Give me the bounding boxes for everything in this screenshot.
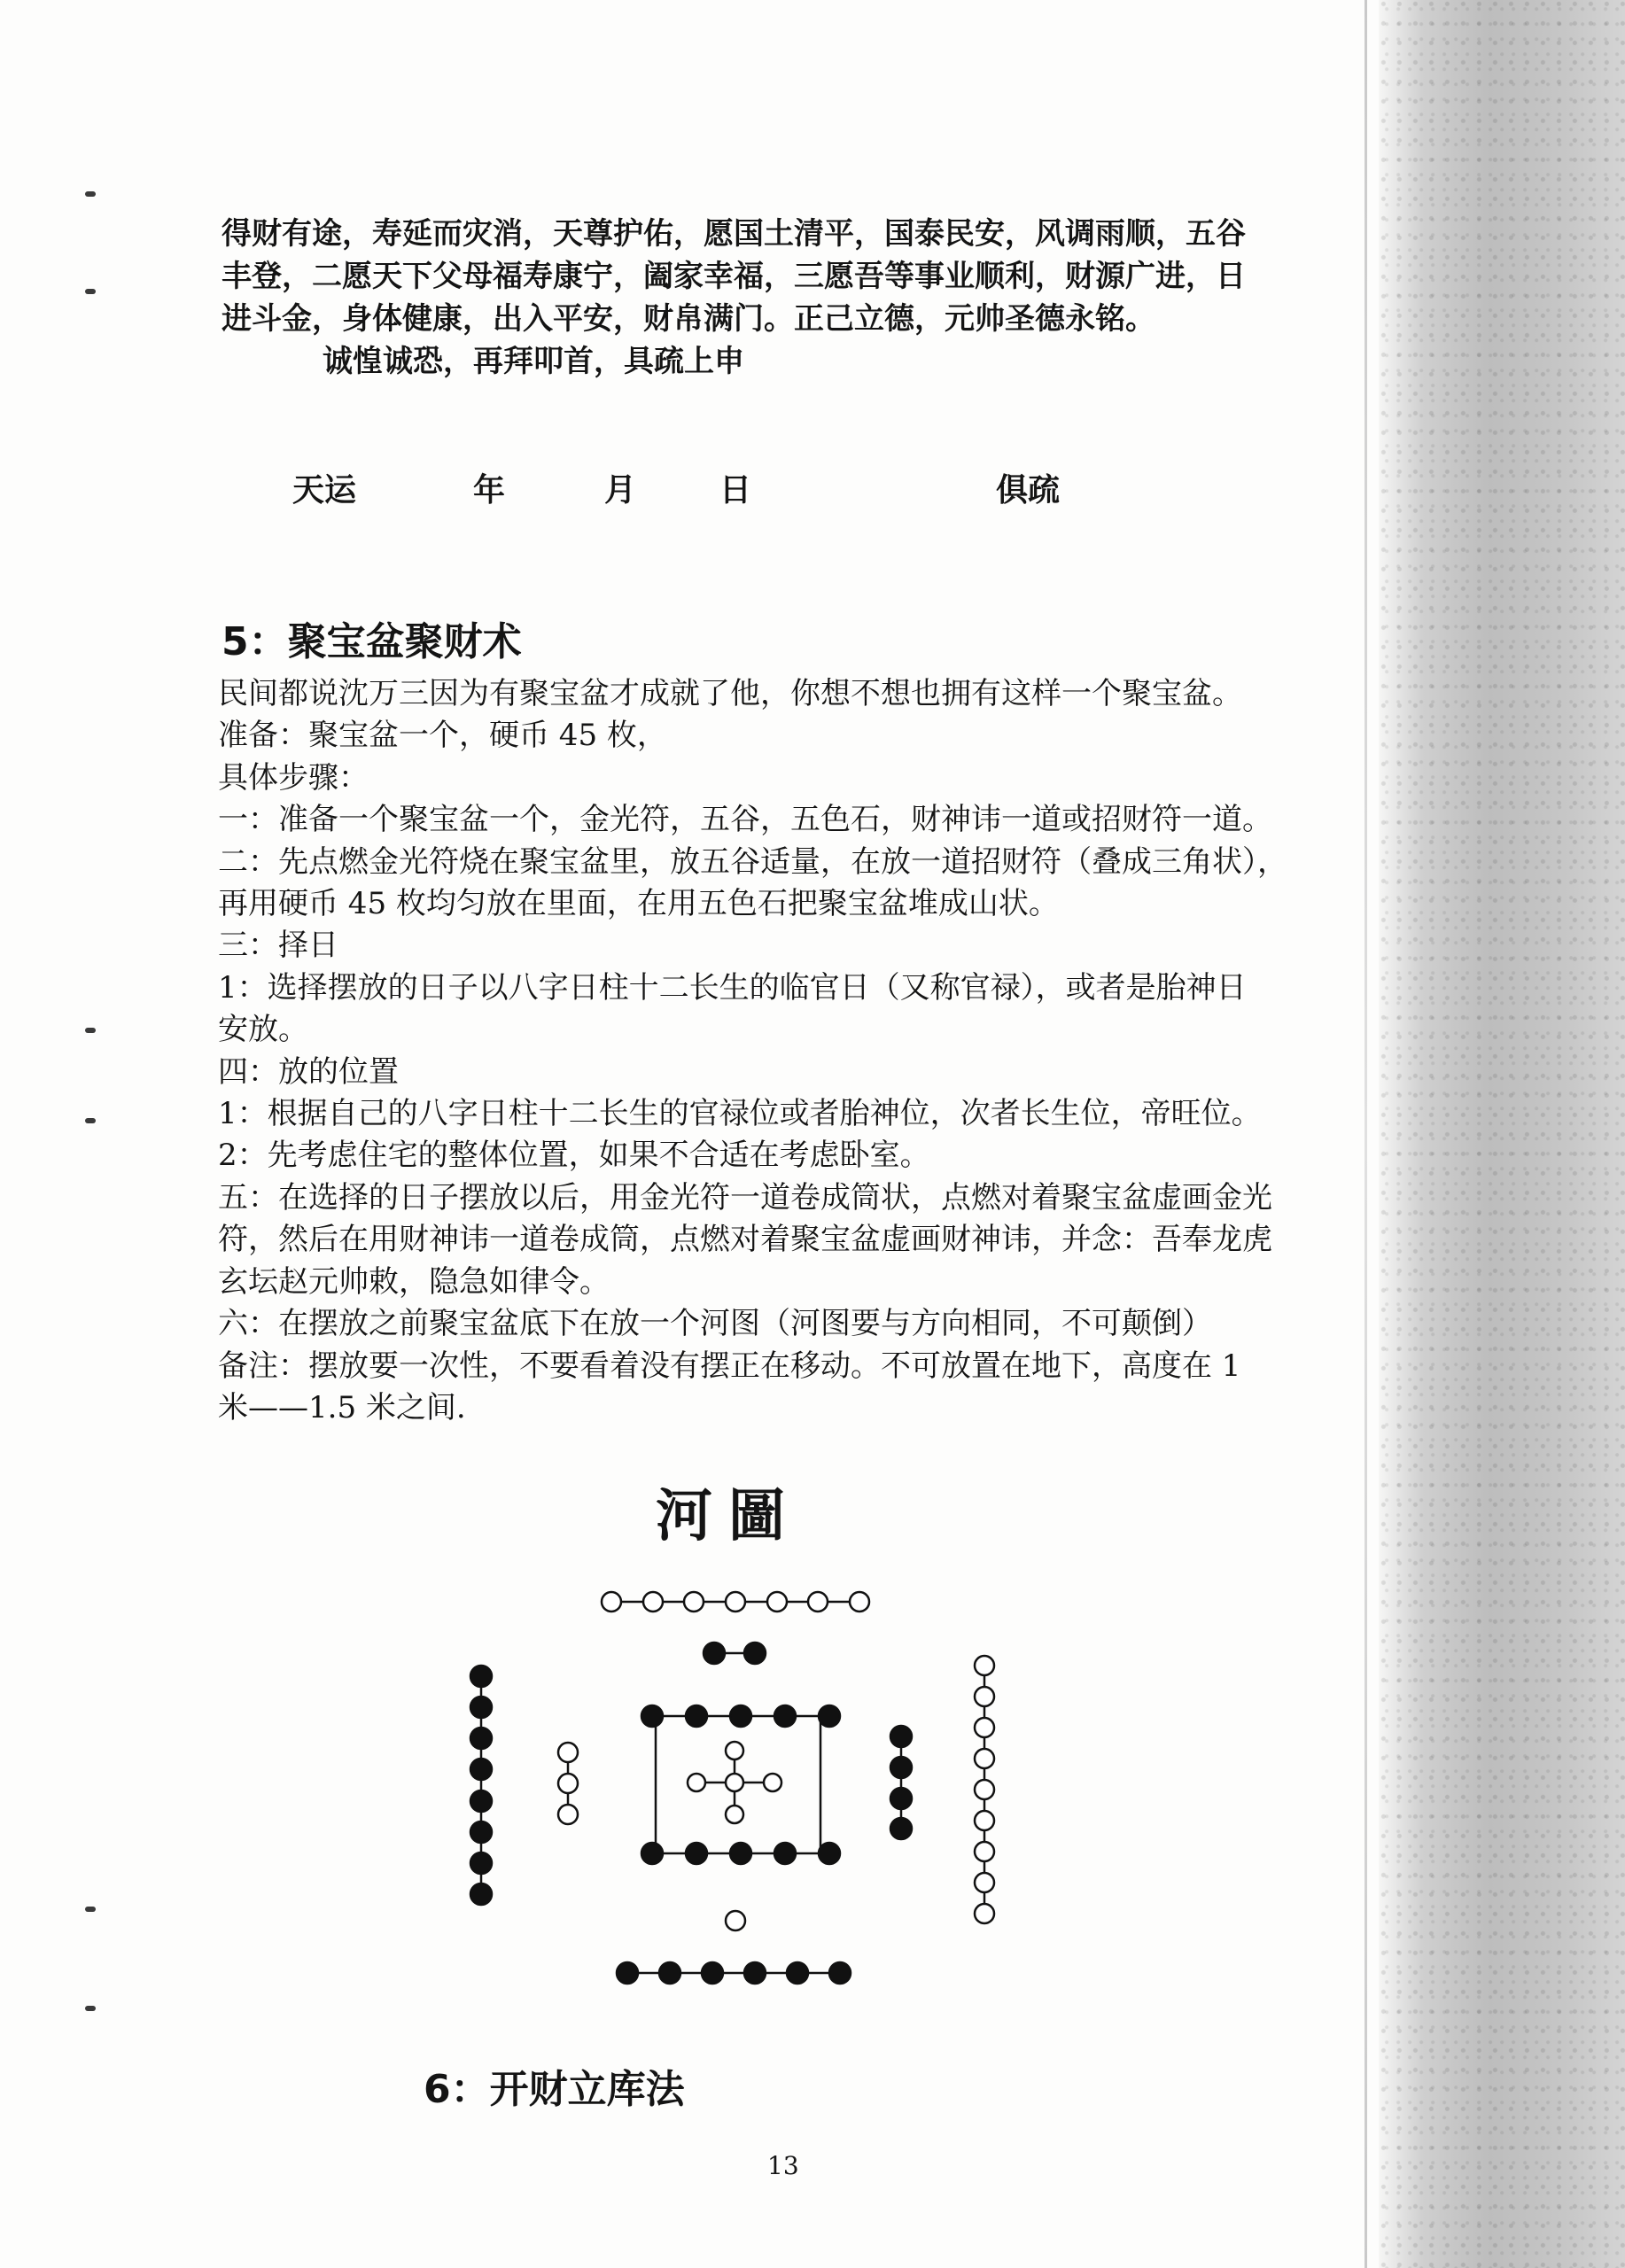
section-heading-5: 5：聚宝盆聚财术 xyxy=(222,619,522,664)
signature-jushu: 俱疏 xyxy=(996,472,1061,509)
hetu-dots xyxy=(470,1592,994,1984)
body-line: 安放。 xyxy=(218,1012,308,1048)
body-line: 再用硬币 45 枚均匀放在里面，在用五色石把聚宝盆堆成山状。 xyxy=(218,886,1059,922)
body-line: 1：选择摆放的日子以八字日柱十二长生的临官日（又称官禄），或者是胎神日 xyxy=(218,969,1247,1006)
body-line: 准备：聚宝盆一个，硬币 45 枚， xyxy=(218,718,667,754)
text-line: 诚惶诚恐，再拜叩首，具疏上申 xyxy=(323,344,744,379)
body-line: 2：先考虑住宅的整体位置，如果不合适在考虑卧室。 xyxy=(218,1138,930,1174)
body-line: 符，然后在用财神讳一道卷成筒，点燃对着聚宝盆虚画财神讳，并念：吾奉龙虎 xyxy=(218,1222,1272,1258)
body-line: 四：放的位置 xyxy=(218,1053,399,1090)
signature-tianyun: 天运 xyxy=(292,472,357,509)
body-line: 五：在选择的日子摆放以后，用金光符一道卷成筒状，点燃对着聚宝盆虚画金光 xyxy=(218,1179,1272,1216)
page-number: 13 xyxy=(767,2151,799,2180)
signature-month: 月 xyxy=(604,472,637,509)
binding-mark xyxy=(85,1907,96,1912)
text-line: 进斗金，身体健康，出入平安，财帛满门。正己立德，元帅圣德永铭。 xyxy=(222,301,1155,337)
body-line: 二：先点燃金光符烧在聚宝盆里，放五谷适量，在放一道招财符（叠成三角状）， xyxy=(218,843,1287,880)
body-line: 一：准备一个聚宝盆一个，金光符，五谷，五色石，财神讳一道或招财符一道。 xyxy=(218,802,1272,838)
text-line: 丰登，二愿天下父母福寿康宁，阖家幸福，三愿吾等事业顺利，财源广进，日 xyxy=(222,259,1246,294)
binding-mark xyxy=(85,289,96,294)
body-line: 具体步骤： xyxy=(218,759,369,796)
body-line: 米——1.5 米之间. xyxy=(218,1389,466,1425)
scan-edge-shadow xyxy=(1379,0,1625,2268)
body-line: 1：根据自己的八字日柱十二长生的官禄位或者胎神位，次者长生位，帝旺位。 xyxy=(218,1096,1262,1132)
binding-mark xyxy=(85,191,96,197)
body-line: 民间都说沈万三因为有聚宝盆才成就了他，你想不想也拥有这样一个聚宝盆。 xyxy=(218,676,1242,711)
body-line: 三：择日 xyxy=(218,928,338,964)
binding-mark xyxy=(85,1028,96,1033)
signature-day: 日 xyxy=(719,472,752,509)
body-line: 玄坛赵元帅敕，隐急如律令。 xyxy=(218,1263,610,1300)
body-line: 备注：摆放要一次性，不要看着没有摆正在移动。不可放置在地下，高度在 1 xyxy=(218,1348,1241,1384)
text-line: 得财有途，寿延而灾消，天尊护佑，愿国土清平，国泰民安，风调雨顺，五谷 xyxy=(222,216,1246,252)
hetu-title: 河圖 xyxy=(656,1483,801,1550)
signature-year: 年 xyxy=(473,472,506,509)
section-heading-6: 6：开财立库法 xyxy=(424,2067,685,2112)
body-line: 六：在摆放之前聚宝盆底下在放一个河图（河图要与方向相同，不可颠倒） xyxy=(218,1306,1212,1342)
section-5-body xyxy=(218,673,1370,1429)
hetu-diagram xyxy=(443,1577,1063,1993)
binding-mark xyxy=(85,2006,96,2011)
binding-mark xyxy=(85,1118,96,1123)
